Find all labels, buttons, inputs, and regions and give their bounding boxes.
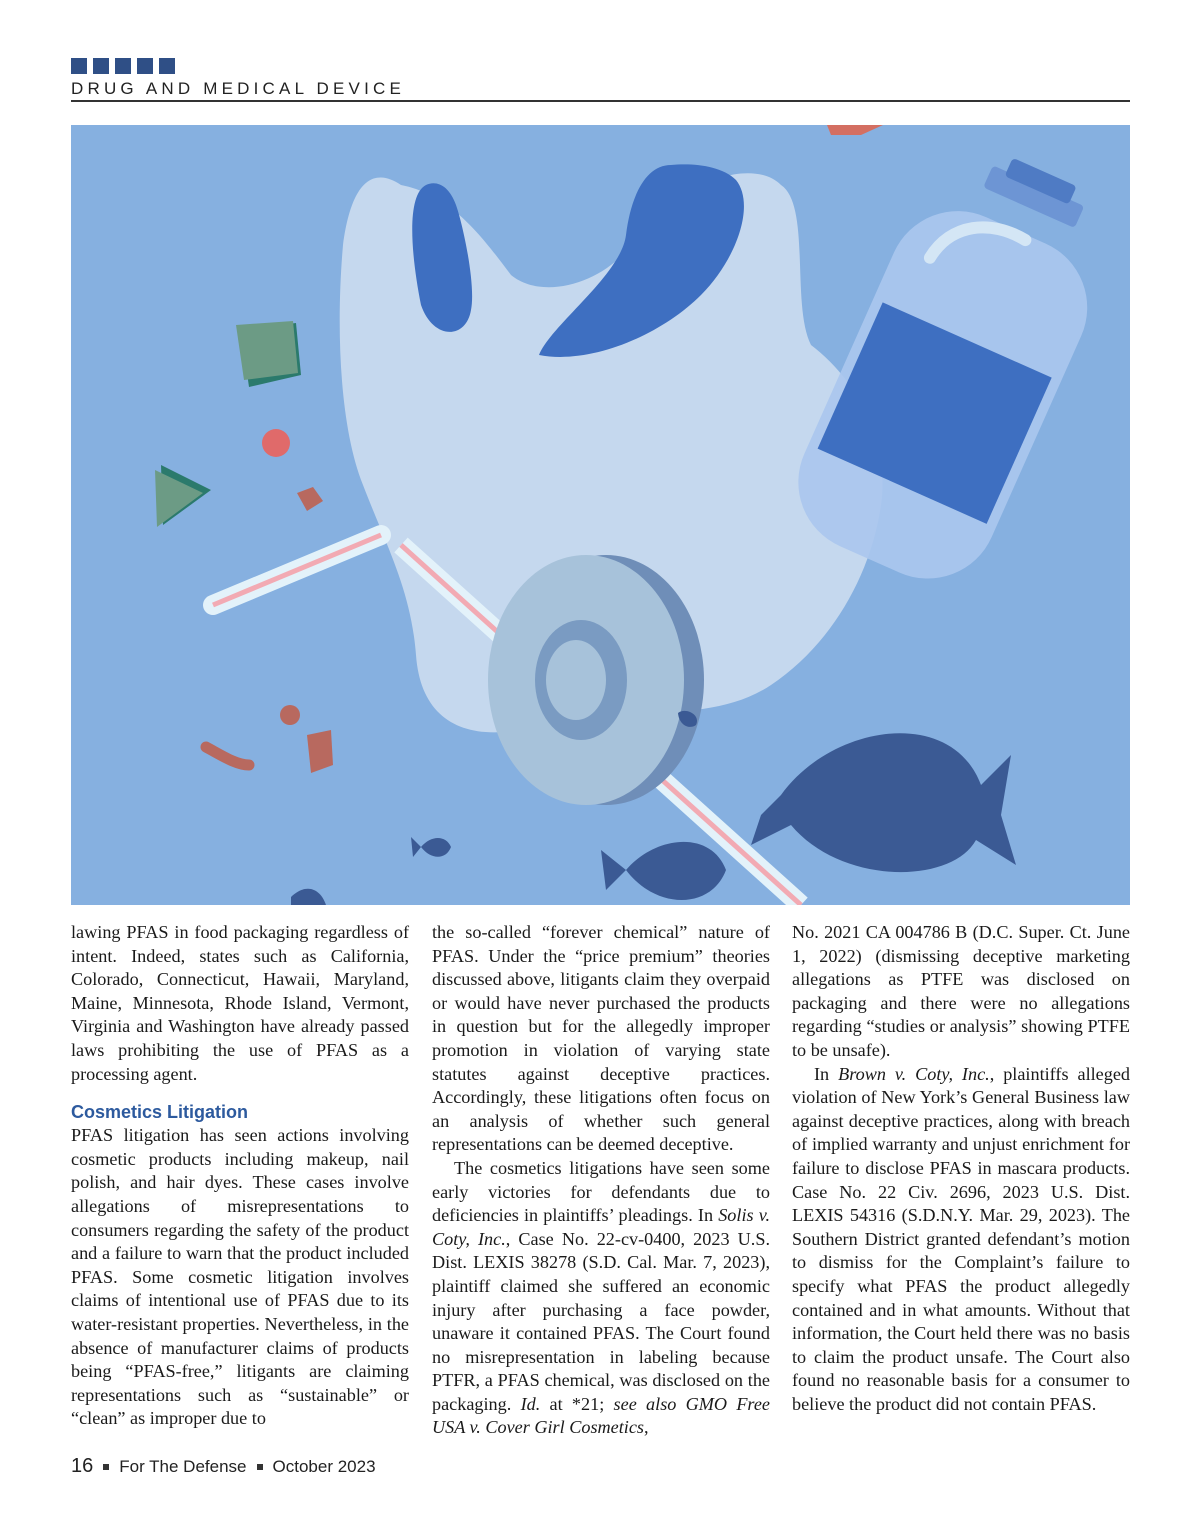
section-heading: Cosmetics Litigation xyxy=(71,1102,249,1123)
case-citation: Solis v. Coty, Inc. xyxy=(432,1205,770,1249)
paragraph: lawing PFAS in food packaging regardless of intent. Indeed, states such as California, Colorado, Connecticut, Hawaii, Maryland, Maine, Minnesota, Rhode Island, Vermont, Virginia and Washington have already passed laws prohibiting the use of PFAS as a processing agent. xyxy=(71,922,409,1084)
text-column-3 xyxy=(792,921,1130,1416)
issue-date: October 2023 xyxy=(272,1456,376,1476)
header-rule xyxy=(71,100,1130,102)
page-number: 16 xyxy=(71,1455,94,1477)
paragraph: In Brown v. Coty, Inc., plaintiffs alleged violation of New York’s General Business law against deceptive practices, along with breach of implied warranty and unjust enrichment for failure to disclose PFAS in mascara products. Case No. 22 Civ. 2696, 2023 U.S. Dist. LEXIS 54316 (S.D.N.Y. Mar. 29, 2023). The Southern District granted defendant’s motion to dismiss for the Complaint’s failure to specify what PFAS the product allegedly contained and in what amounts. Without that information, the Court held there was no basis to claim the product unsafe. The Court also found no reasonable basis for a consumer to believe the product did not contain PFAS. xyxy=(792,1063,1131,1414)
case-citation: see also GMO Free USA v. Cover Girl Cosmetics xyxy=(432,1393,770,1438)
section-marker-squares xyxy=(71,58,175,74)
section-title: DRUG AND MEDICAL DEVICE xyxy=(71,79,406,98)
microplastic-fragment-icon xyxy=(236,321,298,380)
paragraph: the so-called “forever chemical” nature of PFAS. Under the “price premium” theories discussed above, litigants claim they overpaid or would have never purchased the products in question but for the allegedly improper promotion in violation of varying state statutes against deceptive practices. Accordingly, these litigations often focus on an analysis of whether such general representations can be deemed deceptive. xyxy=(432,922,770,1155)
bottle-cap-icon xyxy=(488,555,704,805)
text-column-2 xyxy=(432,921,770,1440)
paragraph: PFAS litigation has seen actions involving cosmetic products including makeup, nail polish, and hair dyes. These cases involve allegations of misrepresentations to consumers regarding the safety of the product and a failure to warn that the product included PFAS. Some cosmetic litigation involves claims of intentional use of PFAS due to its water-resistant properties. Nevertheless, in the absence of manufacturer claims of products being “PFAS-free,” litigants are claiming representations such as “sustainable” or “clean” as improper due to xyxy=(71,1125,409,1429)
page-footer xyxy=(71,1455,376,1478)
paragraph: The cosmetics litigations have seen some early victories for defendants due to deficiencies in plaintiffs’ pleadings. In Solis v. Coty, Inc., Case No. 22-cv-0400, 2023 U.S. Dist. LEXIS 38278 (S.D. Cal. Mar. 7, 2023), plaintiff claimed she suffered an economic injury after purchasing a face powder, unaware it contained PFAS. The Court found no misrepresentation in labeling because PTFR, a PFAS chemical, was disclosed on the packaging. Id. at *21; see also GMO Free USA v. Cover Girl Cosmetics, xyxy=(432,1157,770,1438)
publication-name: For The Defense xyxy=(119,1456,247,1476)
text-column-1 xyxy=(71,921,409,1431)
microplastic-fragment-icon xyxy=(280,705,300,725)
bullet-separator xyxy=(103,1464,109,1470)
microplastic-fragment-icon xyxy=(262,429,290,457)
case-citation: Brown v. Coty, Inc. xyxy=(838,1063,990,1084)
illustration xyxy=(71,125,1130,905)
bullet-separator xyxy=(257,1464,263,1470)
paragraph: No. 2021 CA 004786 B (D.C. Super. Ct. June 1, 2022) (dismissing deceptive marketing allegations as PTFE was disclosed on packaging and there were no allegations regarding “studies or analysis” showing PTFE to be unsafe). xyxy=(792,922,1130,1060)
